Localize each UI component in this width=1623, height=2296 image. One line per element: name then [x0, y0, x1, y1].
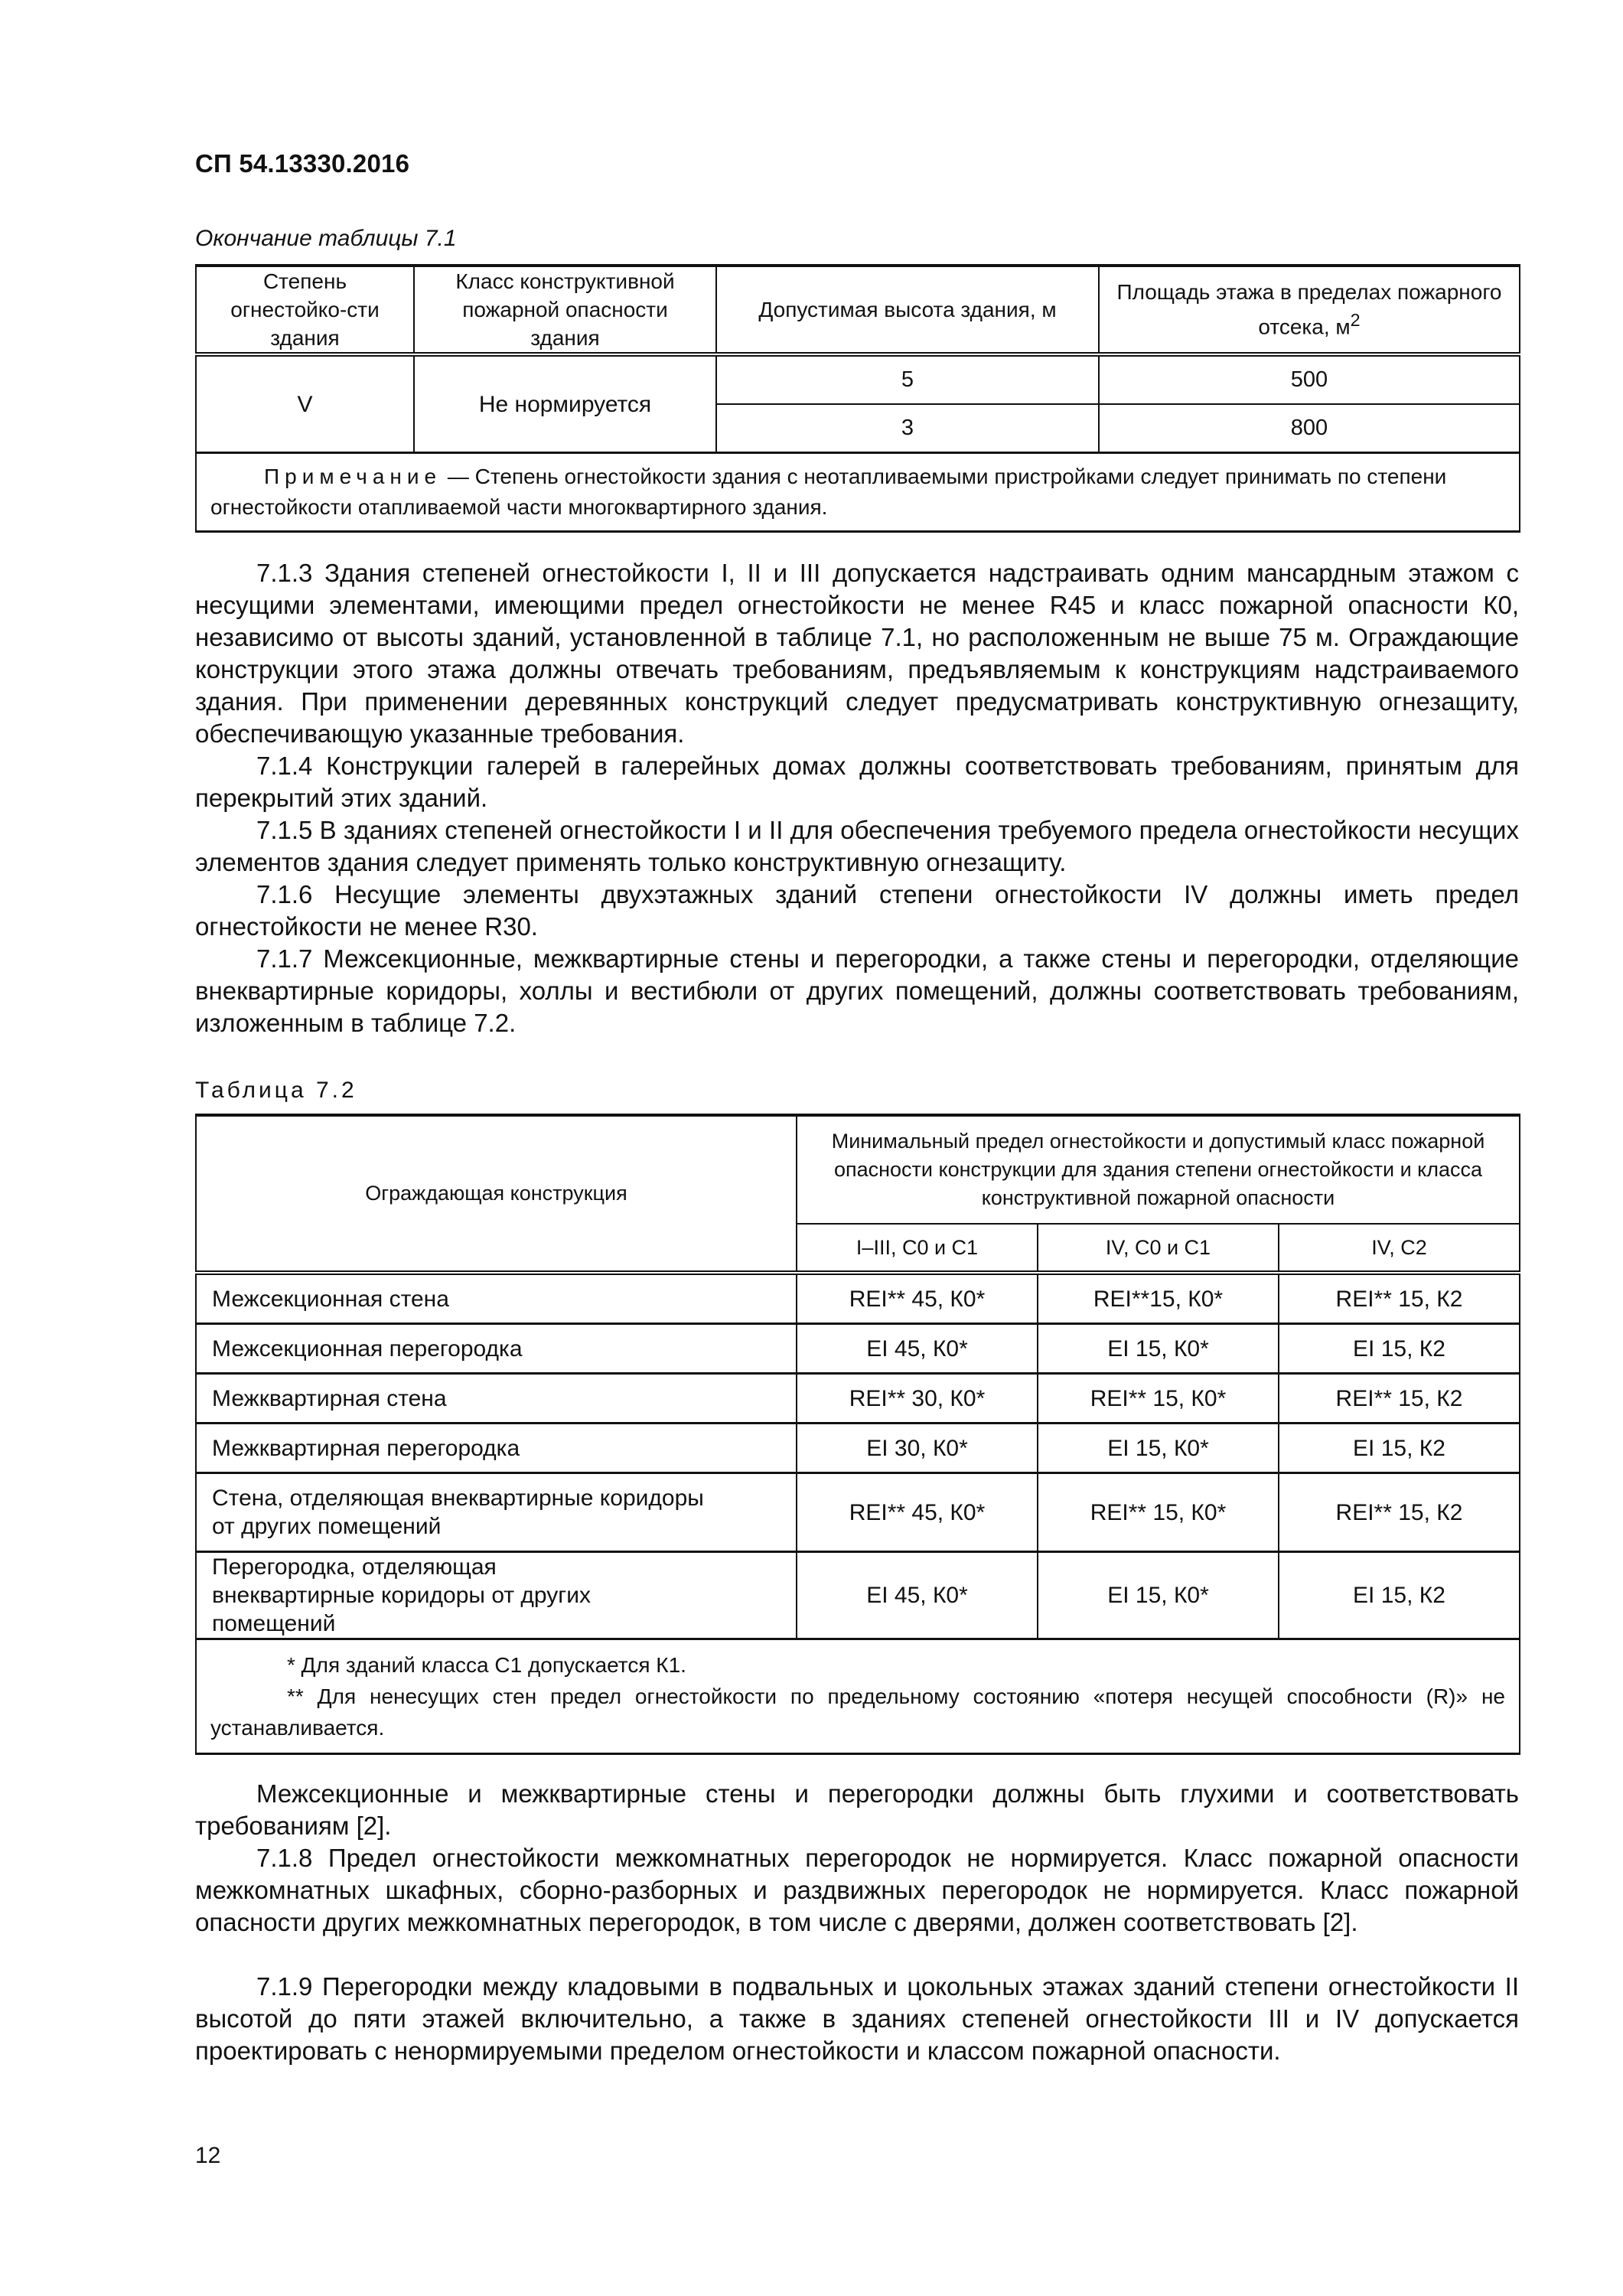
cell-structure-name: Межквартирная перегородка — [196, 1424, 797, 1473]
cell-class: Не нормируется — [414, 354, 716, 453]
note-label: Примечание — [264, 465, 442, 488]
table-7-1-header-row — [196, 266, 1520, 354]
cell-value: EI 15, К2 — [1279, 1424, 1520, 1473]
footnote-2: ** Для ненесущих стен предел огнестойкости по предельному состоянию «потеря несущей способности (R)» не устанавливается. — [210, 1684, 1505, 1740]
cell-height: 5 — [716, 354, 1099, 404]
paragraph-7-1-5: 7.1.5 В зданиях степеней огнестойкости I и II для обеспечения требуемого предела огнестойкости несущих элементов здания следует применять только конструктивную огнезащиту. — [195, 816, 1519, 876]
paragraph-7-1-9: 7.1.9 Перегородки между кладовыми в подвальных и цокольных этажах зданий степени огнестойкости II высотой до пяти этажей включительно, а также в зданиях степеней огнестойкости III и IV допускается проектировать с ненормируемыми пределом огнестойкости и классом пожарной опасности. — [195, 1972, 1519, 2065]
col-header-fire-resistance-degree: Степень огнестойко-сти здания — [196, 266, 414, 354]
col-header-floor-area: Площадь этажа в пределах пожарного отсека, $м^2$ — [1099, 266, 1520, 354]
cell-structure-name: Межсекционная перегородка — [196, 1324, 797, 1374]
page-number: 12 — [195, 2143, 221, 2168]
paragraph-7-1-7: 7.1.7 Межсекционные, межквартирные стены и перегородки, а также стены и перегородки, отделяющие внеквартирные коридоры, холлы и вестибюли от других помещений, должны соответствовать требованиям, изложенным в таблице 7.2. — [195, 944, 1519, 1037]
col-header-group-min-limit: Минимальный предел огнестойкости и допустимый класс пожарной опасности конструкции для здания степени огнестойкости и класса конструктивной пожарной опасности — [797, 1115, 1520, 1224]
paragraph-7-1-8: 7.1.8 Предел огнестойкости межкомнатных перегородок не нормируется. Класс пожарной опасности межкомнатных шкафных, сборно-разборных и раздвижных перегородок не нормируется. Класс пожарной опасности других межкомнатных перегородок, в том числе с дверями, должен соответствовать [2]. — [195, 1844, 1519, 1936]
table-footnotes-row — [196, 1639, 1520, 1754]
paragraph-7-1-6: 7.1.6 Несущие элементы двухэтажных зданий степени огнестойкости IV должны иметь предел огнестойкости не менее R30. — [195, 880, 1519, 941]
cell-degree: V — [196, 354, 414, 453]
cell-value: REI** 15, К2 — [1279, 1374, 1520, 1424]
cell-value: REI** 30, К0* — [797, 1374, 1038, 1424]
note-text: — Степень огнестойкости здания с неотапливаемыми пристройками следует принимать по степени огнестойкости отапливаемой части многоквартирного здания. — [210, 465, 1447, 519]
cell-height: 3 — [716, 404, 1099, 453]
table-7-1-continuation-caption: Окончание таблицы 7.1 — [195, 226, 457, 251]
col-header-structural-class: Класс конструктивной пожарной опасности здания — [414, 266, 716, 354]
table-7-2-caption: Таблица 7.2 — [195, 1078, 357, 1103]
cell-value: REI**15, К0* — [1038, 1273, 1279, 1324]
cell-structure-name: Перегородка, отделяющая внеквартирные коридоры от других помещений — [196, 1552, 797, 1639]
cell-value: REI** 15, К2 — [1279, 1273, 1520, 1324]
table-row — [196, 1273, 1520, 1324]
col-header-enclosing-structure: Ограждающая конструкция — [196, 1115, 797, 1273]
cell-value: EI 15, К0* — [1038, 1552, 1279, 1639]
paragraph-walls-blind: Межсекционные и межквартирные стены и перегородки должны быть глухими и соответствовать требованиям [2]. — [195, 1779, 1519, 1840]
cell-value: EI 15, К0* — [1038, 1424, 1279, 1473]
cell-value: EI 15, К0* — [1038, 1324, 1279, 1374]
paragraph-7-1-4: 7.1.4 Конструкции галерей в галерейных домах должны соответствовать требованиям, принятым для перекрытий этих зданий. — [195, 752, 1519, 812]
table-row — [196, 1324, 1520, 1374]
footnote-1: * Для зданий класса С1 допускается К1. — [287, 1653, 686, 1677]
cell-value: EI 45, К0* — [797, 1324, 1038, 1374]
document-code-header: СП 54.13330.2016 — [195, 149, 410, 178]
table-note-row — [196, 453, 1520, 532]
table-note — [196, 453, 1520, 532]
cell-value: REI** 45, К0* — [797, 1473, 1038, 1552]
cell-value: EI 45, К0* — [797, 1552, 1038, 1639]
cell-value: REI** 45, К0* — [797, 1273, 1038, 1324]
table-row — [196, 354, 1520, 404]
cell-structure-name: Межсекционная стена — [196, 1273, 797, 1324]
table-7-2-header-row — [196, 1115, 1520, 1224]
table-row — [196, 1374, 1520, 1424]
table-7-2 — [195, 1114, 1520, 1755]
cell-value: EI 15, К2 — [1279, 1324, 1520, 1374]
table-7-1 — [195, 264, 1520, 533]
cell-structure-name: Стена, отделяющая внеквартирные коридоры от других помещений — [196, 1473, 797, 1552]
col-header-degree-1-3: I–III, С0 и С1 — [797, 1224, 1038, 1273]
cell-value: EI 15, К2 — [1279, 1552, 1520, 1639]
cell-value: EI 30, К0* — [797, 1424, 1038, 1473]
cell-area: 800 — [1099, 404, 1520, 453]
cell-area: 500 — [1099, 354, 1520, 404]
table-row — [196, 1424, 1520, 1473]
col-header-degree-4-c0-c1: IV, С0 и С1 — [1038, 1224, 1279, 1273]
table-row — [196, 1473, 1520, 1552]
table-footnotes — [196, 1639, 1520, 1754]
col-header-allowed-height: Допустимая высота здания, м — [716, 266, 1099, 354]
col-header-degree-4-c2: IV, С2 — [1279, 1224, 1520, 1273]
cell-value: REI** 15, К0* — [1038, 1374, 1279, 1424]
cell-value: REI** 15, К2 — [1279, 1473, 1520, 1552]
paragraph-7-1-3: 7.1.3 Здания степеней огнестойкости I, II и III допускается надстраивать одним мансардным этажом с несущими элементами, имеющими предел огнестойкости не менее R45 и класс пожарной опасности К0, независимо от высоты зданий, установленной в таблице 7.1, но расположенным не выше 75 м. Ограждающие конструкции этого этажа должны отвечать требованиям, предъявляемым к конструкциям надстраиваемого здания. При применении деревянных конструкций следует предусматривать конструктивную огнезащиту, обеспечивающую указанные требования. — [195, 559, 1519, 748]
cell-structure-name: Межквартирная стена — [196, 1374, 797, 1424]
table-row — [196, 1552, 1520, 1639]
cell-value: REI** 15, К0* — [1038, 1473, 1279, 1552]
